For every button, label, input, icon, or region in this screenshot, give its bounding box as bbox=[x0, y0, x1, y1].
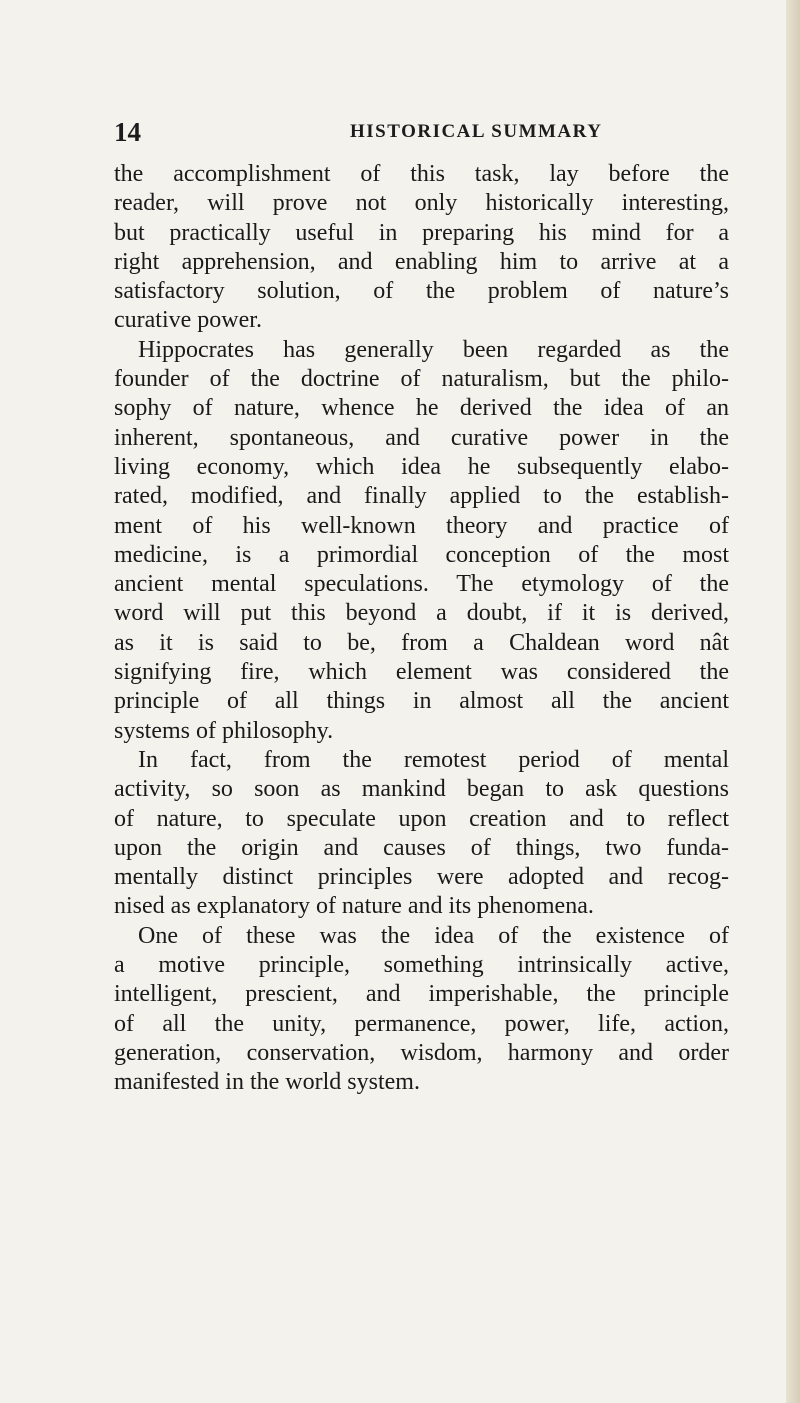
page-edge bbox=[786, 0, 800, 1403]
text-line: founder of the doctrine of naturalism, but the philo- bbox=[114, 366, 729, 393]
text-line: inherent, spontaneous, and curative power in the bbox=[114, 424, 729, 451]
paragraph bbox=[114, 746, 729, 922]
text-line: right apprehension, and enabling him to arrive at a bbox=[114, 248, 729, 275]
page-number: 14 bbox=[114, 117, 141, 147]
text-line: satisfactory solution, of the problem of nature’s bbox=[114, 278, 729, 305]
text-line: ment of his well-known theory and practice of bbox=[114, 512, 729, 539]
text-line: systems of philosophy. bbox=[114, 717, 334, 744]
text-line: as it is said to be, from a Chaldean word nât bbox=[114, 629, 729, 656]
text-line: manifested in the world system. bbox=[114, 1069, 420, 1096]
text-line: principle of all things in almost all the ancient bbox=[114, 688, 729, 715]
running-head: HISTORICAL SUMMARY bbox=[350, 121, 603, 142]
paragraph bbox=[114, 160, 729, 336]
text-line: reader, will prove not only historically interesting, bbox=[114, 190, 729, 217]
text-line: In fact, from the remotest period of mental bbox=[138, 746, 729, 773]
text-line: of all the unity, permanence, power, life, action, bbox=[114, 1010, 729, 1037]
text-line: but practically useful in preparing his mind for a bbox=[114, 219, 729, 246]
text-line: activity, so soon as mankind began to ask questions bbox=[114, 776, 729, 803]
text-line: living economy, which idea he subsequently elabo- bbox=[114, 453, 729, 480]
text-line: rated, modified, and finally applied to the establish- bbox=[114, 483, 729, 510]
page-header bbox=[114, 117, 724, 151]
text-line: mentally distinct principles were adopted and recog- bbox=[114, 864, 729, 891]
text-line: intelligent, prescient, and imperishable, the principle bbox=[114, 981, 729, 1008]
text-line: Hippocrates has generally been regarded as the bbox=[138, 336, 729, 363]
paragraph bbox=[114, 336, 729, 746]
text-line: generation, conservation, wisdom, harmony and order bbox=[114, 1039, 729, 1066]
text-line: a motive principle, something intrinsically active, bbox=[114, 952, 729, 979]
text-line: signifying fire, which element was considered the bbox=[114, 659, 729, 686]
text-line: ancient mental speculations. The etymology of the bbox=[114, 571, 729, 598]
text-line: medicine, is a primordial conception of the most bbox=[114, 541, 729, 568]
text-line: upon the origin and causes of things, two funda- bbox=[114, 834, 729, 861]
text-line: nised as explanatory of nature and its phenomena. bbox=[114, 893, 594, 920]
text-line: One of these was the idea of the existence of bbox=[138, 922, 729, 949]
text-line: of nature, to speculate upon creation and to reflect bbox=[114, 805, 729, 832]
text-line: curative power. bbox=[114, 307, 262, 334]
text-line: word will put this beyond a doubt, if it is derived, bbox=[114, 600, 729, 627]
text-line: sophy of nature, whence he derived the idea of an bbox=[114, 395, 729, 422]
text-line: the accomplishment of this task, lay before the bbox=[114, 161, 729, 187]
body-text bbox=[114, 160, 729, 1098]
paragraph bbox=[114, 922, 729, 1098]
